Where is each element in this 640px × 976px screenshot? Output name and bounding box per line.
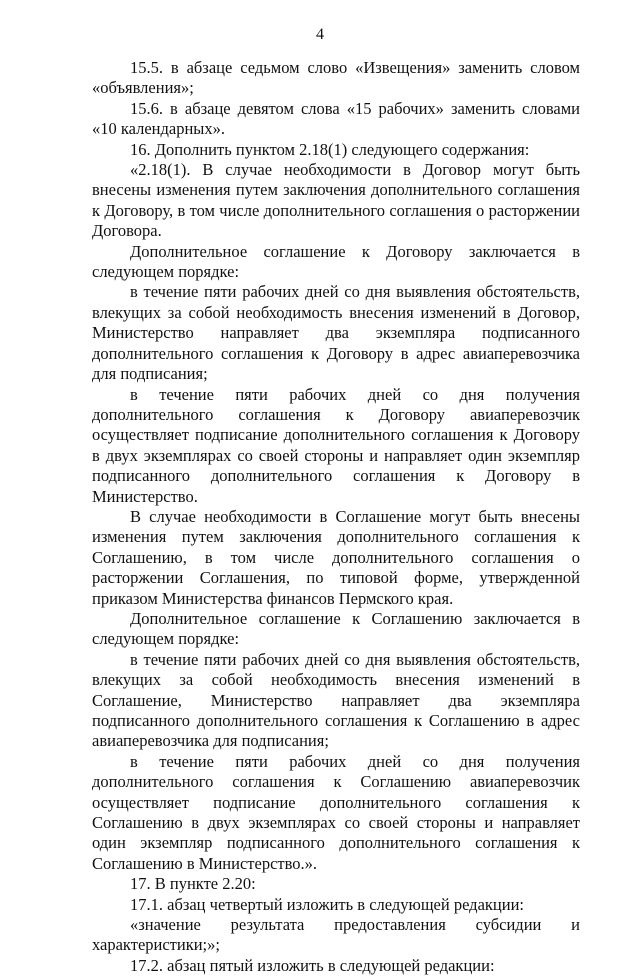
paragraph-contract-order: Дополнительное соглашение к Договору заключается в следующем порядке: (92, 241, 580, 282)
paragraph-agreement-step-2: в течение пяти рабочих дней со дня получения дополнительного соглашения к Соглашению авиаперевозчик осуществляет подписание дополнительного соглашения к Соглашению в двух экземплярах со своей стороны и направляет один экземпляр подписанного дополнительного соглашения к Соглашению в Министерство.». (92, 751, 580, 873)
paragraph-15-5: 15.5. в абзаце седьмом слово «Извещения» заменить словом «объявления»; (92, 58, 580, 98)
paragraph-17-1-text: «значение результата предоставления субсидии и характеристики;»; (92, 915, 580, 955)
paragraph-17-2: 17.2. абзац пятый изложить в следующей редакции: (130, 955, 495, 975)
paragraph-15-6: 15.6. в абзаце девятом слова «15 рабочих» заменить словами «10 календарных». (92, 98, 580, 139)
paragraph-contract-step-2: в течение пяти рабочих дней со дня получения дополнительного соглашения к Договору авиаперевозчик осуществляет подписание дополнительного соглашения к Договору в двух экземплярах со своей стороны и направляет один экземпляр подписанного дополнительного соглашения к Договору в Министерство. (92, 384, 580, 506)
paragraph-agreement-order: Дополнительное соглашение к Соглашению заключается в следующем порядке: (92, 608, 580, 649)
paragraph-agreement-changes: В случае необходимости в Соглашение могут быть внесены изменения путем заключения дополнительного соглашения к Соглашению, в том числе дополнительного соглашения о расторжении Соглашения, по типовой форме, утвержденной приказом Министерства финансов Пермского края. (92, 506, 580, 608)
paragraph-contract-step-1: в течение пяти рабочих дней со дня выявления обстоятельств, влекущих за собой необходимость внесения изменений в Договор, Министерство направляет два экземпляра подписанного дополнительного соглашения к Договору в адрес авиаперевозчика для подписания; (92, 282, 580, 384)
paragraph-17: 17. В пункте 2.20: (130, 874, 256, 894)
paragraph-agreement-step-1: в течение пяти рабочих дней со дня выявления обстоятельств, влекущих за собой необходимость внесения изменений в Соглашение, Министерство направляет два экземпляра подписанного дополнительного соглашения к Соглашению в адрес авиаперевозчика для подписания; (92, 649, 580, 751)
paragraph-17-1: 17.1. абзац четвертый изложить в следующей редакции: (130, 894, 524, 914)
document-body (92, 58, 580, 976)
paragraph-2-18-1: «2.18(1). В случае необходимости в Договор могут быть внесены изменения путем заключения дополнительного соглашения к Договору, в том числе дополнительного соглашения о расторжении Договора. (92, 160, 580, 241)
page-number: 4 (316, 26, 324, 43)
paragraph-16: 16. Дополнить пунктом 2.18(1) следующего содержания: (130, 139, 530, 159)
